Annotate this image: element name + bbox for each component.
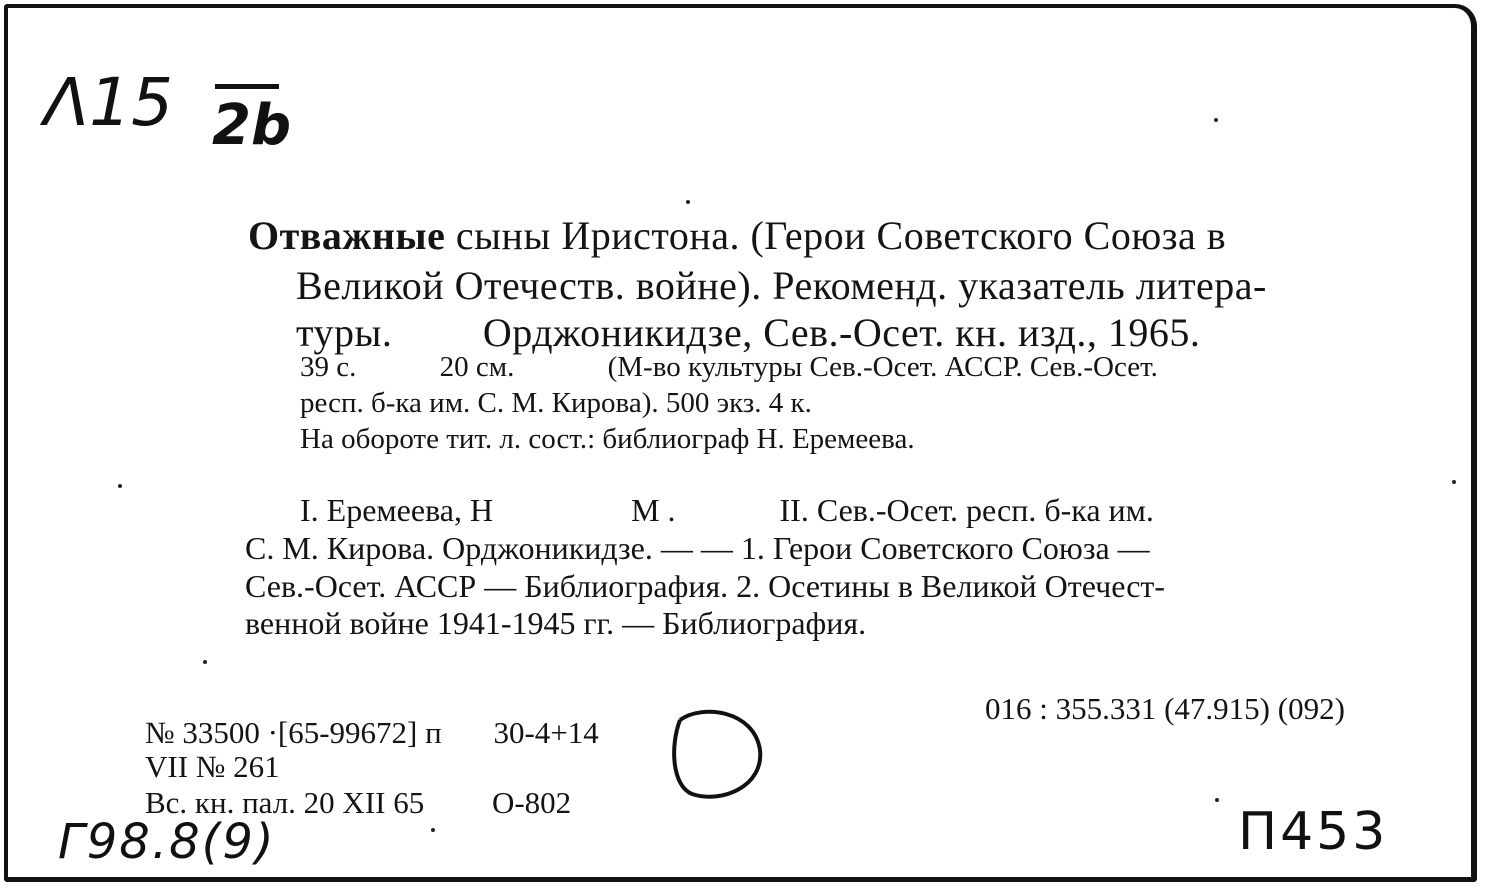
description-line-2: респ. б-ка им. С. М. Кирова). 500 экз. 4 к. bbox=[300, 387, 812, 419]
author-entry: I. Еремеева, Н bbox=[300, 492, 494, 528]
title-line-3-a: туры. bbox=[296, 310, 393, 355]
author-initial: М . bbox=[631, 492, 676, 528]
handwritten-fraction bbox=[212, 84, 292, 158]
dust-speck bbox=[1215, 798, 1219, 802]
fraction-denominator: 2b bbox=[212, 93, 292, 158]
handwritten-number: Λ15 bbox=[44, 64, 174, 141]
description-line-1 bbox=[300, 351, 1158, 384]
title-main-word: Отважные bbox=[248, 213, 446, 258]
title-line-1 bbox=[248, 212, 1226, 259]
title-line-2: Великой Отечеств. войне). Рекоменд. указатель литера- bbox=[296, 263, 1267, 308]
hand-drawn-circle bbox=[662, 706, 772, 806]
subjects-line-3: Сев.-Осет. АССР — Библиография. 2. Осетины в Великой Отечест- bbox=[245, 568, 1166, 604]
dust-speck bbox=[203, 660, 207, 664]
description-line-3: На обороте тит. л. сост.: библиограф Н. Еремеева. bbox=[300, 423, 915, 455]
order-code: О-802 bbox=[491, 785, 572, 820]
footer-line-1 bbox=[145, 715, 599, 751]
handwritten-bottom-right: П453 bbox=[1238, 802, 1389, 862]
dust-speck bbox=[1214, 118, 1218, 122]
title-line-3-b: Орджоникидзе, Сев.-Осет. кн. изд., 1965. bbox=[482, 310, 1201, 355]
dust-speck bbox=[1452, 480, 1456, 484]
dust-speck bbox=[686, 200, 690, 204]
udc-classification: 016 : 355.331 (47.915) (092) bbox=[985, 691, 1345, 726]
chamber-note: Вс. кн. пал. 20 XII 65 bbox=[145, 785, 425, 820]
registration-number: № 33500 ·[65-99672] п bbox=[145, 715, 442, 750]
size: 20 см. bbox=[439, 351, 515, 383]
subjects-line-1 bbox=[300, 492, 1154, 529]
print-code: 30-4+14 bbox=[493, 715, 599, 750]
dust-speck bbox=[431, 828, 435, 832]
pages: 39 с. bbox=[300, 351, 357, 383]
series-note: (М-во культуры Сев.-Осет. АССР. Сев.-Осет. bbox=[607, 351, 1158, 383]
title-line-3 bbox=[296, 309, 1200, 356]
fraction-bar bbox=[215, 84, 279, 89]
dust-speck bbox=[118, 484, 122, 488]
handwritten-shelfmark bbox=[44, 64, 173, 141]
footer-line-2: VII № 261 bbox=[145, 749, 280, 784]
subjects-line-2: С. М. Кирова. Орджоникидзе. — — 1. Герои Советского Союза — bbox=[245, 530, 1150, 566]
subjects-line-4: венной войне 1941-1945 гг. — Библиография. bbox=[245, 605, 867, 641]
handwritten-bottom-left: Г98.8(9) bbox=[58, 814, 276, 870]
corporate-entry: II. Сев.-Осет. респ. б-ка им. bbox=[779, 492, 1154, 528]
title-line-1-rest: сыны Иристона. (Герои Советского Союза в bbox=[445, 213, 1227, 258]
